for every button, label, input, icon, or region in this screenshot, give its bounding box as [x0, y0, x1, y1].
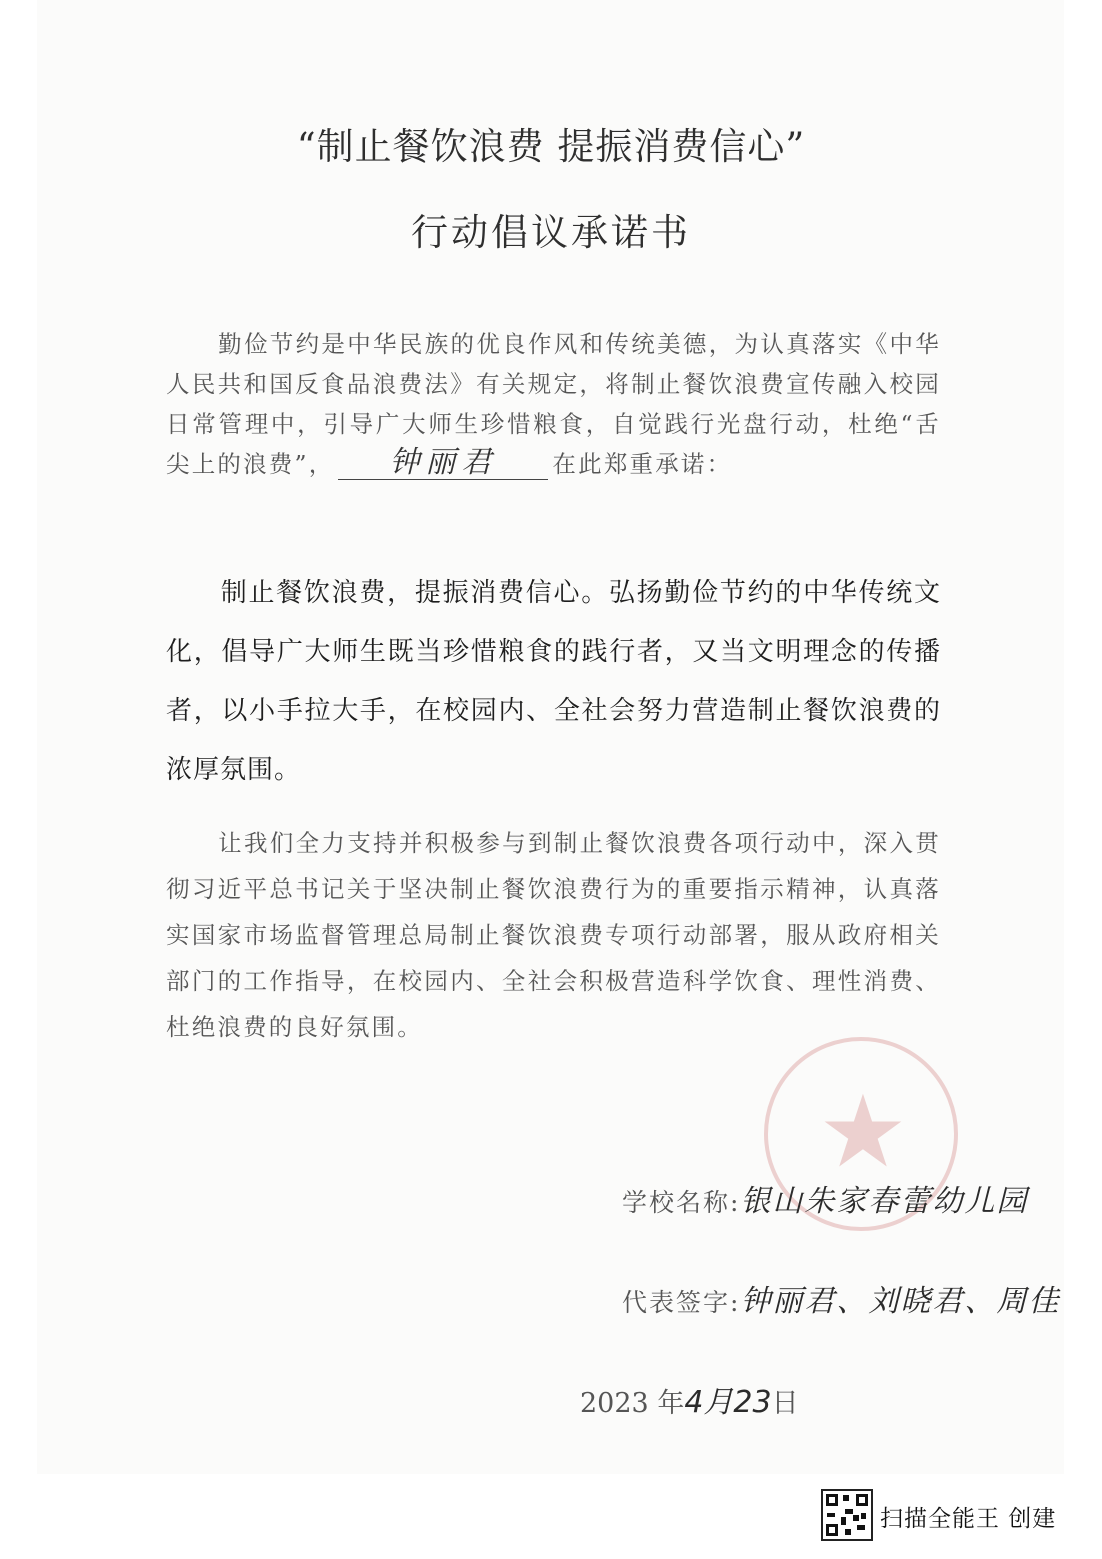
pledge-text: 制止餐饮浪费，提振消费信心。弘扬勤俭节约的中华传统文化，倡导广大师生既当珍惜粮食的践行者，又当文明理念的传播者，以小手拉大手，在校园内、全社会努力营造制止餐饮浪费的浓厚氛围。 — [166, 578, 941, 785]
date — [580, 1377, 799, 1421]
commit-text: 在此郑重承诺： — [552, 450, 733, 478]
support-text: 让我们全力支持并积极参与到制止餐饮浪费各项行动中，深入贯彻习近平总书记关于坚决制止餐饮浪费行为的重要指示精神，认真落实国家市场监督管理总局制止餐饮浪费专项行动部署，服从政府相关部门的工作指导，在校园内、全社会积极营造科学饮食、理性消费、杜绝浪费的良好氛围。 — [166, 829, 941, 1041]
seal-star-icon: ★ — [818, 1073, 908, 1190]
date-day-unit: 日 — [771, 1388, 799, 1419]
date-year-unit: 年 — [657, 1388, 685, 1419]
date-day: 23 — [733, 1385, 772, 1420]
document-subtitle: 行动倡议承诺书 — [411, 211, 691, 254]
representative-signatures: 钟丽君、刘晓君、周佳 — [740, 1284, 1061, 1319]
date-month: 4 — [684, 1385, 704, 1420]
scanner-app-watermark: 扫描全能王 创建 — [880, 1506, 1057, 1532]
representative-signature-row — [622, 1276, 1060, 1320]
date-month-unit: 月 — [703, 1385, 734, 1420]
qr-code-icon — [821, 1489, 873, 1541]
school-name-value: 银山朱家春蕾幼儿园 — [740, 1184, 1029, 1219]
date-year: 2023 — [580, 1388, 649, 1419]
school-name-label: 学校名称: — [622, 1188, 741, 1217]
document-title: “制止餐饮浪费 提振消费信心” — [296, 125, 806, 168]
representative-label: 代表签字: — [622, 1288, 741, 1317]
handwritten-signature: 钟丽君 — [338, 447, 548, 480]
paragraph-intro — [166, 324, 941, 484]
intro-text: 勤俭节约是中华民族的优良作风和传统美德，为认真落实《中华人民共和国反食品浪费法》有关规定，将制止餐饮浪费宣传融入校园日常管理中，引导广大师生珍惜粮食，自觉践行光盘行动，杜绝“舌尖上的浪费”， — [166, 330, 941, 478]
paragraph-support — [166, 820, 941, 1050]
school-name-row — [622, 1176, 1028, 1220]
paragraph-pledge — [166, 564, 941, 800]
